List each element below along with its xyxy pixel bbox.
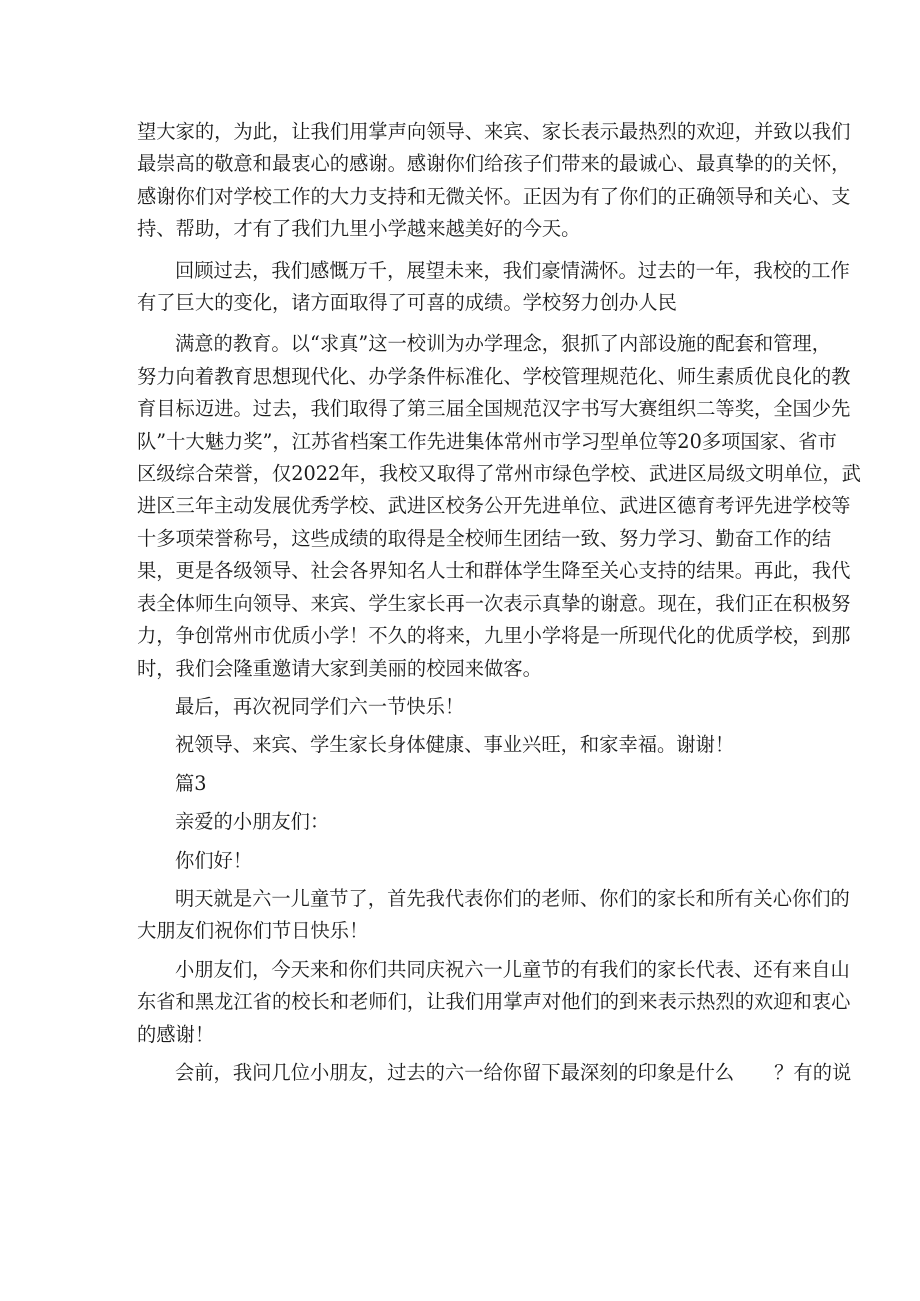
text-line: 篇3: [175, 771, 207, 795]
text-line: 东省和黑龙江省的校长和老师们，让我们用掌声对他们的到来表示热烈的欢迎和衷心: [137, 990, 851, 1014]
paragraph-achievements: [137, 328, 861, 684]
text-line: 十多项荣誉称号，这些成绩的取得是全校师生团结一致、努力学习、勤奋工作的结: [137, 526, 832, 550]
text-line: 力，争创常州市优质小学！不久的将来，九里小学将是一所现代化的优质学校，到那: [137, 624, 851, 648]
text-line: 感谢你们对学校工作的大力支持和无微关怀。正因为有了你们的正确领导和关心、支: [137, 184, 851, 208]
text-line: 你们好！: [175, 848, 253, 872]
paragraph-blessing: [137, 729, 780, 761]
text-line: 最后，再次祝同学们六一节快乐！: [175, 694, 465, 718]
text-line: 区级综合荣誉，仅2022年，我校又取得了常州市绿色学校、武进区局级文明单位，武: [137, 462, 861, 486]
paragraph-closing-wish: [137, 691, 780, 723]
text-line: 回顾过去，我们感慨万千，展望未来，我们豪情满怀。过去的一年，我校的工作: [175, 258, 850, 282]
paragraph-review-past: [137, 255, 850, 320]
text-line: [137, 1057, 852, 1089]
text-line: 最崇高的敬意和最衷心的感谢。感谢你们给孩子们带来的最诚心、最真挚的的关怀，: [137, 152, 851, 176]
paragraph-greeting: [137, 806, 780, 838]
text-line: 努力向着教育思想现代化、办学条件标准化、学校管理规范化、师生素质优良化的教: [137, 364, 851, 388]
text-line: 进区三年主动发展优秀学校、武进区校务公开先进单位、武进区德育考评先进学校等: [137, 494, 851, 518]
text-line: 满意的教育。以“求真”这一校训为办学理念，狠抓了内部设施的配套和管理，: [175, 332, 831, 356]
paragraph-welcome-thanks: [137, 116, 851, 246]
paragraph-question: [137, 1057, 852, 1089]
text-line: 小朋友们，今天来和你们共同庆祝六一儿童节的有我们的家长代表、还有来自山: [175, 957, 850, 981]
paragraph-childrens-day: [137, 883, 850, 948]
text-line: 表全体师生向领导、来宾、学生家长再一次表示真挚的谢意。现在，我们正在积极努: [137, 591, 851, 615]
text-line: 明天就是六一儿童节了，首先我代表你们的老师、你们的家长和所有关心你们的: [175, 886, 850, 910]
text-fragment: 会前，我问几位小朋友，过去的六一给你留下最深刻的印象是什么: [175, 1060, 735, 1084]
text-line: 祝领导、来宾、学生家长身体健康、事业兴旺，和家幸福。谢谢！: [175, 733, 735, 757]
text-fragment: ？有的说: [774, 1060, 852, 1084]
paragraph-guests: [137, 954, 851, 1051]
section-heading: [137, 768, 780, 800]
text-line: 队”十大魅力奖”，江苏省档案工作先进集体常州市学习型单位等20多项国家、省市: [137, 429, 837, 453]
text-line: 时，我们会隆重邀请大家到美丽的校园来做客。: [137, 656, 542, 680]
text-line: 望大家的，为此，让我们用掌声向领导、来宾、家长表示最热烈的欢迎，并致以我们: [137, 120, 851, 143]
text-line: 大朋友们祝你们节日快乐！: [137, 919, 369, 943]
text-line: 持、帮助，才有了我们九里小学越来越美好的今天。: [137, 217, 581, 241]
text-line: 果，更是各级领导、社会各界知名人士和群体学生降至关心支持的结果。再此，我代: [137, 559, 851, 583]
text-line: 的感谢！: [137, 1022, 215, 1046]
text-line: 有了巨大的变化，诸方面取得了可喜的成绩。学校努力创办人民: [137, 291, 677, 315]
text-line: 亲爱的小朋友们：: [175, 810, 330, 834]
paragraph-hello: [137, 845, 780, 877]
document-body: [137, 116, 861, 1089]
text-line: 育目标迈进。过去，我们取得了第三届全国规范汉字书写大赛组织二等奖，全国少先: [137, 397, 851, 421]
